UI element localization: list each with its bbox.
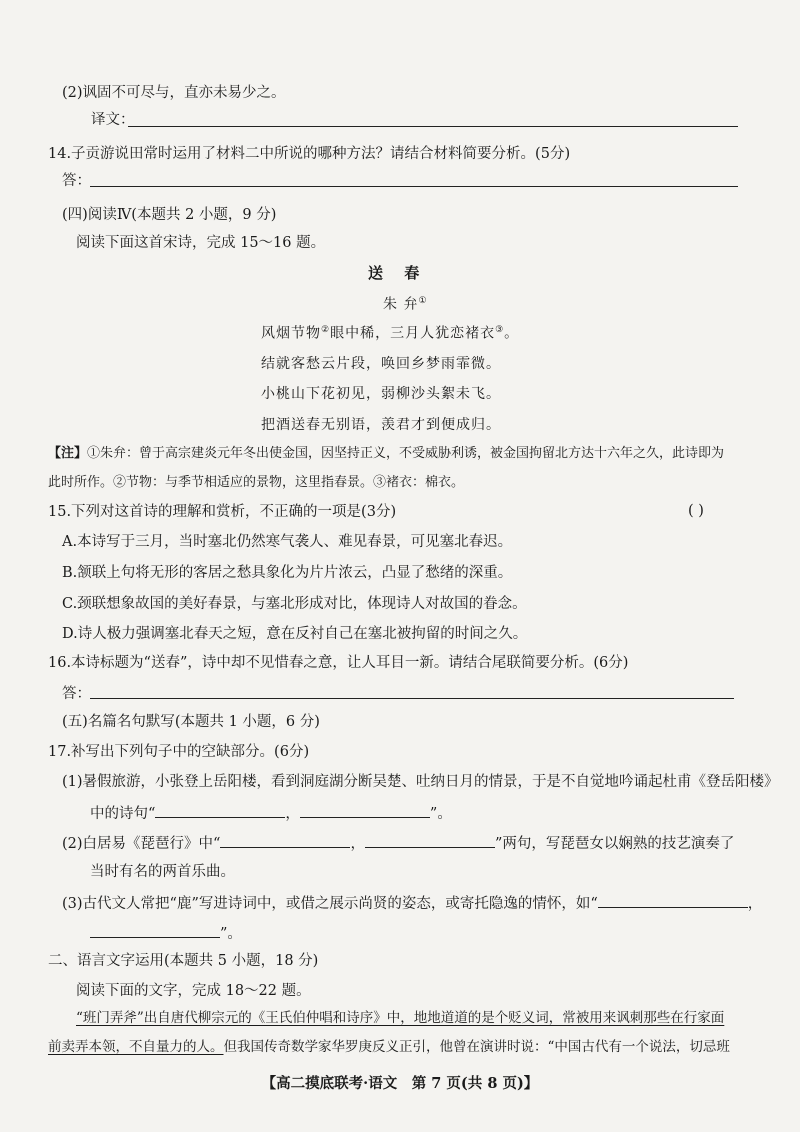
note-marker-1: ① (418, 296, 428, 306)
note-marker-3: ③ (495, 325, 505, 335)
q17-1-blank-1[interactable] (155, 805, 285, 818)
q15-question: 15.下列对这首诗的理解和赏析，不正确的一项是(3分) (48, 504, 397, 520)
section5-heading: (五)名篇名句默写(本题共 1 小题，6 分) (62, 714, 320, 730)
q17-2-blank-2[interactable] (365, 835, 495, 848)
q16-answer-line[interactable] (90, 698, 734, 699)
note-marker-2: ② (321, 325, 331, 335)
note-line-1: 【注】①朱弁：曾于高宗建炎元年冬出使金国，因坚持正义，不受威胁利诱，被金国拘留北方达十六年之久，此诗即为 (48, 446, 725, 461)
q17-3-blank-2[interactable] (90, 925, 220, 938)
q15-answer-bracket[interactable]: ( ) (688, 503, 704, 519)
poem-author: 朱 弁① (383, 296, 428, 313)
poem-line-2: 结就客愁云片段，唤回乡梦雨霏微。 (261, 356, 501, 372)
q16-question: 16.本诗标题为“送春”，诗中却不见惜春之意，让人耳目一新。请结合尾联简要分析。(6分) (48, 655, 629, 671)
page-footer: 【高二摸底联考·语文 第 7 页(共 8 页)】 (261, 1075, 539, 1092)
q15-option-c[interactable]: C.颈联想象故国的美好春景，与塞北形成对比，体现诗人对故国的眷念。 (62, 596, 527, 612)
q14-answer-label: 答： (62, 173, 91, 189)
q17-3-line2: ”。 (90, 925, 242, 942)
q17-2-blank-1[interactable] (220, 835, 350, 848)
q17-1-line1: (1)暑假旅游，小张登上岳阳楼，看到洞庭湖分断吴楚、吐纳日月的情景，于是不自觉地吟诵起杜甫《登岳阳楼》 (62, 774, 779, 790)
q14-question: 14.子贡游说田常时运用了材料二中所说的哪种方法？请结合材料简要分析。(5分) (48, 146, 571, 162)
q13-2-translation-label: 译文： (91, 112, 135, 128)
q14-answer-line[interactable] (90, 186, 738, 187)
note-line-2: 此时所作。②节物：与季节相适应的景物，这里指春景。③褚衣：棉衣。 (48, 475, 465, 490)
q17-1-line2: 中的诗句“ ， ”。 (90, 806, 452, 822)
poem-line-3: 小桃山下花初见，弱柳沙头絮未飞。 (261, 386, 501, 402)
q17-1-blank-2[interactable] (300, 805, 430, 818)
passage-line-2: 前卖弄本领，不自量力的人。但我国传奇数学家华罗庚反义正引，他曾在演讲时说：“中国古代有一个说法，切忌班 (48, 1039, 730, 1055)
poem-line-1: 风烟节物②眼中稀，三月人犹恋褚衣③。 (261, 325, 520, 342)
poem-line-4: 把酒送春无别语，羡君才到便成归。 (261, 417, 501, 433)
q17-3-line1: (3)古代文人常把“鹿”写进诗词中，或借之展示尚贤的姿态，或寄托隐逸的情怀，如“ ， (62, 896, 763, 912)
section4-instruction: 阅读下面这首宋诗，完成 15～16 题。 (76, 235, 326, 251)
q13-2-answer-line[interactable] (128, 126, 738, 127)
q15-option-b[interactable]: B.颔联上句将无形的客居之愁具象化为片片浓云，凸显了愁绪的深重。 (62, 565, 513, 581)
q15-option-a[interactable]: A.本诗写于三月，当时塞北仍然寒气袭人、难见春景，可见塞北春迟。 (62, 534, 513, 550)
q17-question: 17.补写出下列句子中的空缺部分。(6分) (48, 744, 310, 760)
section4-heading: (四)阅读Ⅳ(本题共 2 小题，9 分) (62, 207, 277, 223)
q13-2-sentence: (2)讽固不可尽与，直亦未易少之。 (62, 85, 286, 101)
poem-title: 送 春 (368, 264, 428, 282)
q17-2-line2: 当时有名的两首乐曲。 (90, 864, 235, 880)
q17-2-line1: (2)白居易《琵琶行》中“ ， ”两句，写琵琶女以娴熟的技艺演奏了 (62, 836, 735, 852)
part2-instruction: 阅读下面的文字，完成 18～22 题。 (76, 983, 311, 999)
passage-line-1: “班门弄斧”出自唐代柳宗元的《王氏伯仲唱和诗序》中，地地道道的是个贬义词，常被用来讽刺那些在行家面 (76, 1010, 725, 1026)
q17-3-blank-1[interactable] (598, 895, 748, 908)
q15-option-d[interactable]: D.诗人极力强调塞北春天之短，意在反衬自己在塞北被拘留的时间之久。 (62, 626, 528, 642)
part2-heading: 二、语言文字运用(本题共 5 小题，18 分) (48, 953, 319, 969)
q16-answer-label: 答： (62, 686, 91, 702)
